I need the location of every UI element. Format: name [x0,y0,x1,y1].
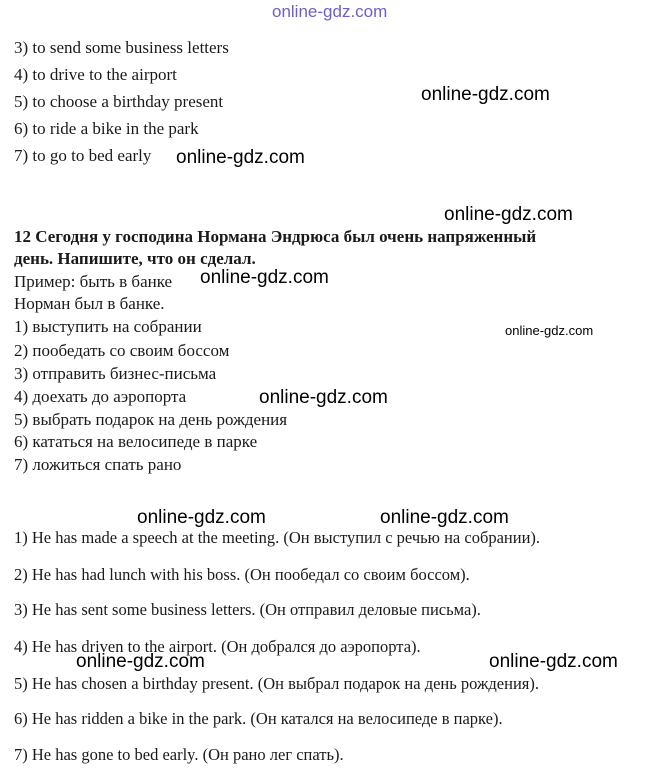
answer-line: 4) He has driven to the airport. (Он добрался до аэропорта). [14,637,421,656]
answer-line: 7) He has gone to bed early. (Он рано лег спать). [14,745,344,764]
list-item: 5) выбрать подарок на день рождения [14,410,288,429]
list-item: 6) to ride a bike in the park [14,119,199,138]
list-item: 7) to go to bed early [14,146,152,165]
watermark: online-gdz.com [380,507,509,528]
task-title: день. Напишите, что он сделал. [14,249,256,268]
list-item: 2) пообедать со своим боссом [14,341,230,360]
task-title: 12 Сегодня у господина Нормана Эндрюса был очень напряженный [14,227,537,246]
watermark: online-gdz.com [176,147,305,168]
example-answer: Норман был в банке. [14,294,165,313]
watermark: online-gdz.com [505,323,594,338]
list-item: 4) to drive to the airport [14,65,177,84]
list-item: 3) отправить бизнес-письма [14,364,217,383]
answer-line: 1) He has made a speech at the meeting. (Он выступил с речью на собрании). [14,528,541,547]
list-item: 5) to choose a birthday present [14,92,224,111]
answer-line: 5) He has chosen a birthday present. (Он выбрал подарок на день рождения). [14,674,539,693]
list-item: 1) выступить на собрании [14,317,202,336]
watermark: online-gdz.com [137,507,266,528]
watermark: online-gdz.com [444,204,573,225]
list-item: 3) to send some business letters [14,38,229,57]
list-item: 7) ложиться спать рано [14,455,182,474]
answer-line: 2) He has had lunch with his boss. (Он пообедал со своим боссом). [14,565,470,584]
answer-line: 3) He has sent some business letters. (Он отправил деловые письма). [14,600,481,619]
watermark: online-gdz.com [259,387,388,408]
watermark: online-gdz.com [489,651,618,672]
header-watermark: online-gdz.com [272,2,388,21]
watermark: online-gdz.com [76,651,205,672]
example-label: Пример: быть в банке [14,272,173,291]
answer-line: 6) He has ridden a bike in the park. (Он катался на велосипеде в парке). [14,709,503,728]
list-item: 6) кататься на велосипеде в парке [14,432,258,451]
watermark: online-gdz.com [421,84,550,105]
watermark: online-gdz.com [200,267,329,288]
list-item: 4) доехать до аэропорта [14,387,187,406]
